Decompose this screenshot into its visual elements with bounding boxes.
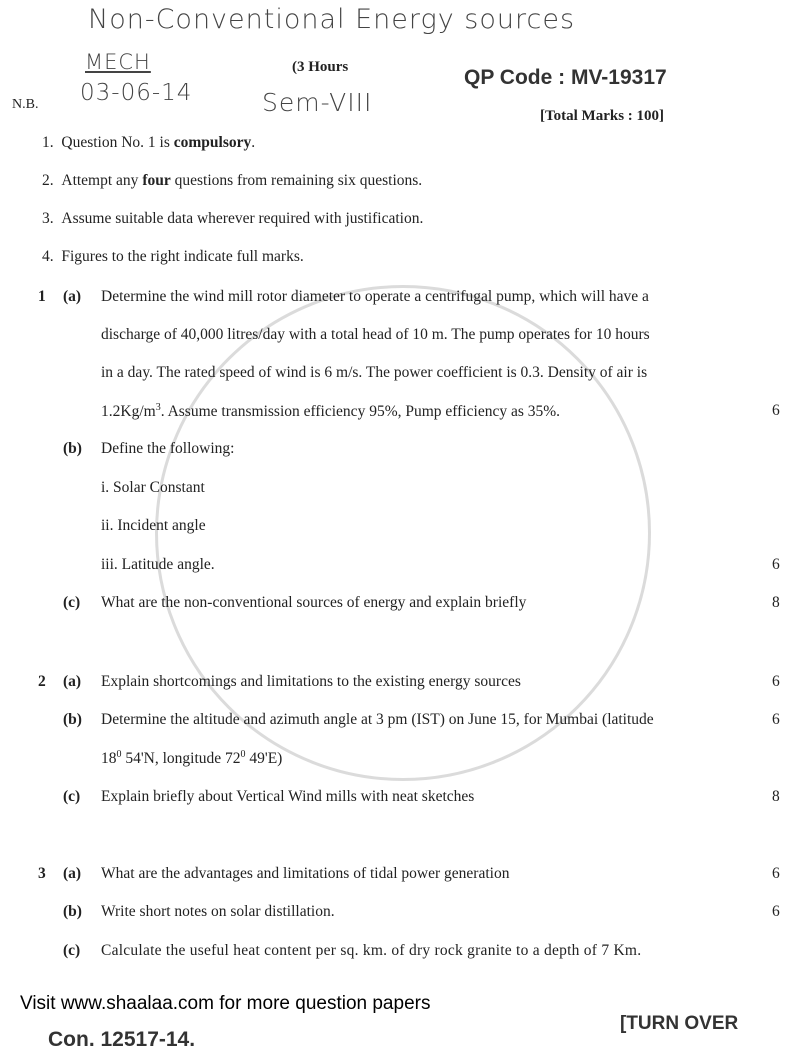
instruction-number: 3.: [42, 210, 54, 227]
marks: 6: [772, 903, 780, 920]
part-label: (c): [63, 942, 81, 959]
instruction-text: Figures to the right indicate full marks.: [61, 248, 304, 265]
part-label: (c): [63, 788, 81, 805]
instruction-bold: four: [142, 172, 171, 189]
marks: 8: [772, 788, 780, 805]
marks: 6: [772, 711, 780, 728]
nb-label: N.B.: [12, 97, 39, 112]
question-text: Calculate the useful heat content per sq. km. of dry rock granite to a depth of 7 Km.: [101, 942, 642, 959]
question-text: discharge of 40,000 litres/day with a total head of 10 m. The pump operates for 10 hours: [101, 326, 650, 343]
duration: (3 Hours: [292, 59, 349, 75]
question-text: [101, 749, 282, 768]
total-marks: [Total Marks : 100]: [540, 108, 665, 124]
part-label: (a): [63, 288, 82, 305]
con-number: Con. 12517-14.: [48, 1028, 196, 1051]
question-text: [101, 402, 560, 421]
turn-over: [TURN OVER: [620, 1013, 739, 1034]
question-text: Explain briefly about Vertical Wind mills with neat sketches: [101, 788, 475, 805]
handwritten-title: Non-Conventional Energy sources: [88, 4, 576, 35]
part-label: (b): [63, 711, 82, 728]
text: 18: [101, 750, 117, 768]
exam-date: 03-06-14: [80, 80, 193, 106]
marks: 6: [772, 673, 780, 690]
text: 49'E): [245, 750, 283, 768]
text: 54'N, longitude 72: [121, 750, 241, 768]
question-text: What are the advantages and limitations of tidal power generation: [101, 865, 510, 882]
marks: 6: [772, 865, 780, 882]
list-item: ii. Incident angle: [101, 517, 206, 534]
question-number: 1: [38, 288, 46, 305]
instruction-text: .: [251, 134, 256, 151]
semester: Sem-VIII: [262, 88, 373, 117]
list-item: iii. Latitude angle.: [101, 556, 215, 573]
part-label: (b): [63, 903, 82, 920]
question-text: Determine the wind mill rotor diameter to operate a centrifugal pump, which will have a: [101, 288, 649, 305]
question-number: 3: [38, 865, 46, 882]
question-text: What are the non-conventional sources of energy and explain briefly: [101, 594, 527, 611]
question-text: Define the following:: [101, 440, 235, 457]
question-text: Explain shortcomings and limitations to the existing energy sources: [101, 673, 521, 690]
part-label: (b): [63, 440, 82, 457]
superscript: 0: [116, 749, 122, 760]
question-text: Determine the altitude and azimuth angle at 3 pm (IST) on June 15, for Mumbai (latitude: [101, 711, 654, 728]
instruction-text: questions from remaining six questions.: [170, 172, 423, 189]
part-label: (c): [63, 594, 81, 611]
instruction-text: Assume suitable data wherever required with justification.: [61, 210, 424, 227]
instruction-number: 2.: [42, 172, 54, 189]
instruction-text: Attempt any: [61, 172, 143, 189]
instruction-number: 4.: [42, 248, 54, 265]
marks: 8: [772, 594, 780, 611]
question-text: Write short notes on solar distillation.: [101, 903, 335, 920]
superscript: 3: [155, 402, 161, 413]
marks: 6: [772, 402, 780, 419]
branch: MECH: [85, 50, 151, 74]
instruction-number: 1.: [42, 134, 54, 151]
superscript: 0: [240, 749, 246, 760]
instruction-bold: compulsory: [173, 134, 252, 151]
watermark-circle: [155, 285, 651, 781]
question-number: 2: [38, 673, 46, 690]
part-label: (a): [63, 865, 82, 882]
text: . Assume transmission efficiency 95%, Pump efficiency as 35%.: [160, 403, 561, 421]
visit-link[interactable]: Visit www.shaalaa.com for more question papers: [20, 993, 431, 1014]
list-item: i. Solar Constant: [101, 479, 205, 496]
marks: 6: [772, 556, 780, 573]
part-label: (a): [63, 673, 82, 690]
instruction-text: Question No. 1 is: [61, 134, 174, 151]
qp-code: QP Code : MV-19317: [464, 66, 667, 89]
question-text: in a day. The rated speed of wind is 6 m/s. The power coefficient is 0.3. Density of air is: [101, 364, 648, 381]
text: 1.2Kg/m: [101, 403, 156, 421]
